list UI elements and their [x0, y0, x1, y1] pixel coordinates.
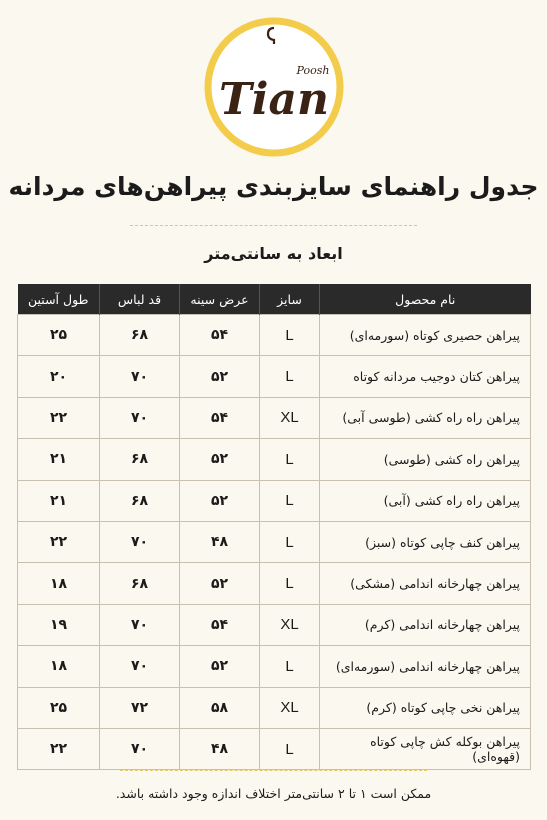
cell-sleeve-length: ۲۱	[18, 480, 100, 521]
cell-chest-width: ۵۲	[180, 646, 260, 687]
cell-chest-width: ۵۲	[180, 563, 260, 604]
cell-chest-width: ۵۲	[180, 480, 260, 521]
table-row	[18, 397, 531, 438]
cell-chest-width: ۴۸	[180, 728, 260, 769]
cell-chest-width: ۵۲	[180, 356, 260, 397]
cell-length: ۷۲	[100, 687, 180, 728]
cell-product-name: پیراهن کتان دوجیب مردانه کوتاه	[320, 356, 531, 397]
cell-length: ۶۸	[100, 563, 180, 604]
cell-size: L	[260, 439, 320, 480]
cell-sleeve-length: ۱۸	[18, 563, 100, 604]
cell-sleeve-length: ۱۹	[18, 604, 100, 645]
cell-length: ۷۰	[100, 646, 180, 687]
cell-size: L	[260, 646, 320, 687]
table-row	[18, 315, 531, 356]
cell-sleeve-length: ۲۰	[18, 356, 100, 397]
cell-length: ۶۸	[100, 439, 180, 480]
logo-tagline: Poosh	[296, 64, 329, 77]
cell-size: L	[260, 563, 320, 604]
table-header-row	[18, 284, 531, 315]
cell-chest-width: ۵۴	[180, 397, 260, 438]
divider-bottom	[120, 770, 427, 771]
cell-length: ۷۰	[100, 728, 180, 769]
cell-size: L	[260, 480, 320, 521]
table-row	[18, 356, 531, 397]
cell-sleeve-length: ۱۸	[18, 646, 100, 687]
cell-sleeve-length: ۲۲	[18, 521, 100, 562]
cell-length: ۶۸	[100, 315, 180, 356]
cell-product-name: پیراهن راه کشی (طوسی)	[320, 439, 531, 480]
table-row	[18, 521, 531, 562]
cell-product-name: پیراهن چهارخانه اندامی (مشکی)	[320, 563, 531, 604]
cell-sleeve-length: ۲۵	[18, 687, 100, 728]
cell-size: XL	[260, 397, 320, 438]
table-row	[18, 439, 531, 480]
table-row	[18, 687, 531, 728]
size-table	[17, 284, 531, 770]
cell-product-name: پیراهن نخی چاپی کوتاه (کرم)	[320, 687, 531, 728]
cell-length: ۶۸	[100, 480, 180, 521]
cell-sleeve-length: ۲۲	[18, 397, 100, 438]
header-length: قد لباس	[100, 284, 180, 315]
header-product-name: نام محصول	[320, 284, 531, 315]
cell-product-name: پیراهن بوکله کش چاپی کوتاه (قهوه‌ای)	[320, 728, 531, 769]
cell-chest-width: ۵۴	[180, 604, 260, 645]
cell-size: L	[260, 728, 320, 769]
table-row	[18, 728, 531, 769]
table-row	[18, 646, 531, 687]
page-title: جدول راهنمای سایزبندی پیراهن‌های مردانه	[8, 172, 539, 201]
cell-size: XL	[260, 687, 320, 728]
cell-product-name: پیراهن چهارخانه اندامی (کرم)	[320, 604, 531, 645]
cell-size: XL	[260, 604, 320, 645]
header-chest-width: عرض سینه	[180, 284, 260, 315]
cell-sleeve-length: ۲۱	[18, 439, 100, 480]
table-row	[18, 480, 531, 521]
cell-product-name: پیراهن کنف چاپی کوتاه (سبز)	[320, 521, 531, 562]
footer-note: ممکن است ۱ تا ۲ سانتی‌متر اختلاف اندازه وجود داشته باشد.	[115, 786, 432, 801]
table-row	[18, 563, 531, 604]
cell-product-name: پیراهن راه راه کشی (آبی)	[320, 480, 531, 521]
cell-size: L	[260, 315, 320, 356]
logo-wordmark: Tian	[218, 74, 329, 125]
cell-length: ۷۰	[100, 604, 180, 645]
cell-length: ۷۰	[100, 521, 180, 562]
cell-chest-width: ۴۸	[180, 521, 260, 562]
cell-sleeve-length: ۲۲	[18, 728, 100, 769]
cell-size: L	[260, 356, 320, 397]
cell-sleeve-length: ۲۵	[18, 315, 100, 356]
brand-logo	[201, 14, 347, 160]
table-row	[18, 604, 531, 645]
cell-product-name: پیراهن حصیری کوتاه (سورمه‌ای)	[320, 315, 531, 356]
cell-product-name: پیراهن راه راه کشی (طوسی آبی)	[320, 397, 531, 438]
cell-product-name: پیراهن چهارخانه اندامی (سورمه‌ای)	[320, 646, 531, 687]
cell-chest-width: ۵۲	[180, 439, 260, 480]
page-subtitle: ابعاد به سانتی‌متر	[204, 244, 343, 263]
cell-chest-width: ۵۸	[180, 687, 260, 728]
header-size: سایز	[260, 284, 320, 315]
cell-length: ۷۰	[100, 356, 180, 397]
cell-size: L	[260, 521, 320, 562]
header-sleeve-length: طول آستین	[18, 284, 100, 315]
tian-logo-icon	[201, 14, 347, 160]
cell-chest-width: ۵۴	[180, 315, 260, 356]
cell-length: ۷۰	[100, 397, 180, 438]
divider	[130, 225, 417, 226]
